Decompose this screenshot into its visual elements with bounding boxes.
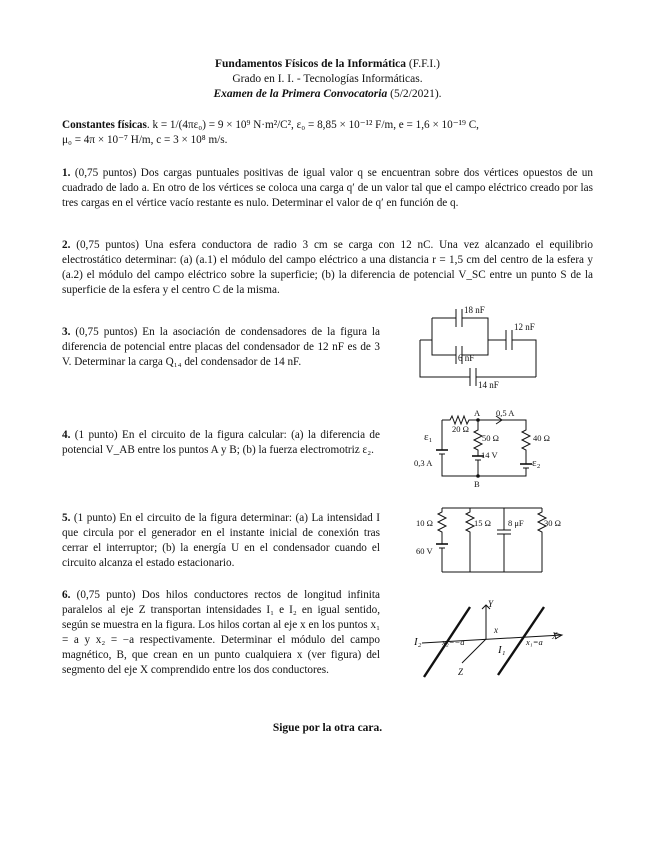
problem-2 xyxy=(62,238,593,298)
problem-number: 6. xyxy=(62,589,71,601)
exam-title: Examen de la Primera Convocatoria xyxy=(213,88,388,100)
footer-note: Sigue por la otra cara. xyxy=(272,722,383,734)
label-emf-2: ε₂ xyxy=(532,457,541,469)
header-degree: Grado en I. I. - Tecnologías Informáticas. xyxy=(232,73,423,85)
problem-3 xyxy=(62,325,380,370)
constants-line-1: . k = 1/(4πε₀) = 9 × 10⁹ N·m²/C², ε₀ = 8,85 × 10⁻¹² F/m, e = 1,6 × 10⁻¹⁹ C, xyxy=(146,119,479,131)
course-title: Fundamentos Físicos de la Informática xyxy=(215,58,407,70)
problem-text: (0,75 puntos) Dos cargas puntuales positivas de igual valor q se encuentran sobre dos vértices opuestos de un cuadrado de lado a. En otro de los vértices se coloca una carga q′ de un valor tal que el campo eléctrico creado por las tres cargas en el vértice vacío restante es nulo. Determinar el valor de q′ en función de q. xyxy=(62,167,593,209)
label-60v: 60 V xyxy=(416,546,433,556)
label-point-a: A xyxy=(474,408,481,418)
problem-text: (1 punto) En el circuito de la figura calcular: (a) la diferencia de potencial V_AB entre los puntos A y B; (b) la fuerza electromotriz ε₂. xyxy=(62,429,380,456)
label-10ohm: 10 Ω xyxy=(416,518,433,528)
label-6nf: 6 nF xyxy=(458,353,475,363)
label-18nf: 18 nF xyxy=(464,305,485,315)
problem-text: (0,75 punto) Dos hilos conductores rectos de longitud infinita paralelos al eje Z transportan intensidades I₁ e I₂ en igual sentido, según se muestra en la figura. Los hilos cortan al eje x en los puntos x₁ = a y x₂ = −a respectivamente. Determinar el módulo del campo magnético, B, que crean en un punto cualquiera x (ver figura) del segmento del eje X comprendido entre los dos conductores. xyxy=(62,589,380,676)
exam-date: (5/2/2021). xyxy=(387,88,442,100)
header-line-1 xyxy=(0,57,655,72)
problem-text: (0,75 puntos) Una esfera conductora de radio 3 cm se carga con 12 nC. Una vez alcanzado el equilibrio electrostático determinar: (a) (a.1) el módulo del campo eléctrico a una distancia r = 1,5 cm del centro de la esfera y (a.2) el módulo del campo eléctrico sobre la superficie; (b) la diferencia de potencial V_SC entre un punto S de la superficie de la esfera y el centro C de la misma. xyxy=(62,239,593,296)
label-emf-1: ε₁ xyxy=(424,431,433,443)
label-8uf: 8 μF xyxy=(508,518,524,528)
constants-line-2: μ₀ = 4π × 10⁻⁷ H/m, c = 3 × 10⁸ m/s. xyxy=(62,134,228,146)
label-50ohm: 50 Ω xyxy=(482,433,499,443)
axis-z-label: Z xyxy=(458,667,464,677)
current-i2-label: I₂ xyxy=(414,636,422,648)
problem-number: 2. xyxy=(62,239,71,251)
problem-text: (1 punto) En el circuito de la figura determinar: (a) La intensidad I que circula por el generador en el instante inicial de conexión tras cerrar el interruptor; (b) la energía U en el condensador cuando el circuito alcanza el estado estacionario. xyxy=(62,512,380,569)
x1-label: x₁=a xyxy=(526,637,543,647)
rc-circuit-figure xyxy=(412,500,561,580)
problem-1 xyxy=(62,166,593,211)
course-abbrev: (F.F.I.) xyxy=(406,58,440,70)
problem-text: (0,75 puntos) En la asociación de condensadores de la figura la diferencia de potencial entre placas del condensador de 12 nF es de 3 V. Determinar la carga Q₁₄ del condensador de 14 nF. xyxy=(62,326,380,368)
problem-6 xyxy=(62,588,380,678)
label-0-3a: 0,3 A xyxy=(414,458,433,468)
problem-4 xyxy=(62,428,380,458)
label-0-5a: 0,5 A xyxy=(496,408,515,418)
problem-number: 1. xyxy=(62,167,71,179)
parallel-wires-figure xyxy=(412,595,567,685)
axis-y-label: Y xyxy=(488,599,494,609)
label-14v: 14 V xyxy=(481,450,498,460)
label-14nf: 14 nF xyxy=(478,380,499,390)
constants-label: Constantes físicas xyxy=(62,119,147,131)
capacitor-circuit-figure xyxy=(412,300,547,395)
constants-block xyxy=(62,118,593,148)
label-20ohm: 20 Ω xyxy=(452,424,469,434)
header-line-3 xyxy=(0,87,655,102)
problem-number: 3. xyxy=(62,326,71,338)
x2-label: x₂=−a xyxy=(442,637,465,647)
problem-number: 5. xyxy=(62,512,71,524)
label-12nf: 12 nF xyxy=(514,322,535,332)
point-x-label: x xyxy=(494,625,498,635)
label-30ohm: 30 Ω xyxy=(544,518,561,528)
current-i1-label: I₁ xyxy=(498,644,506,656)
label-point-b: B xyxy=(474,479,480,489)
problem-number: 4. xyxy=(62,429,71,441)
label-15ohm: 15 Ω xyxy=(474,518,491,528)
axis-x-label: X xyxy=(552,631,558,641)
resistor-circuit-figure xyxy=(412,408,557,493)
problem-5 xyxy=(62,511,380,571)
label-40ohm: 40 Ω xyxy=(533,433,550,443)
